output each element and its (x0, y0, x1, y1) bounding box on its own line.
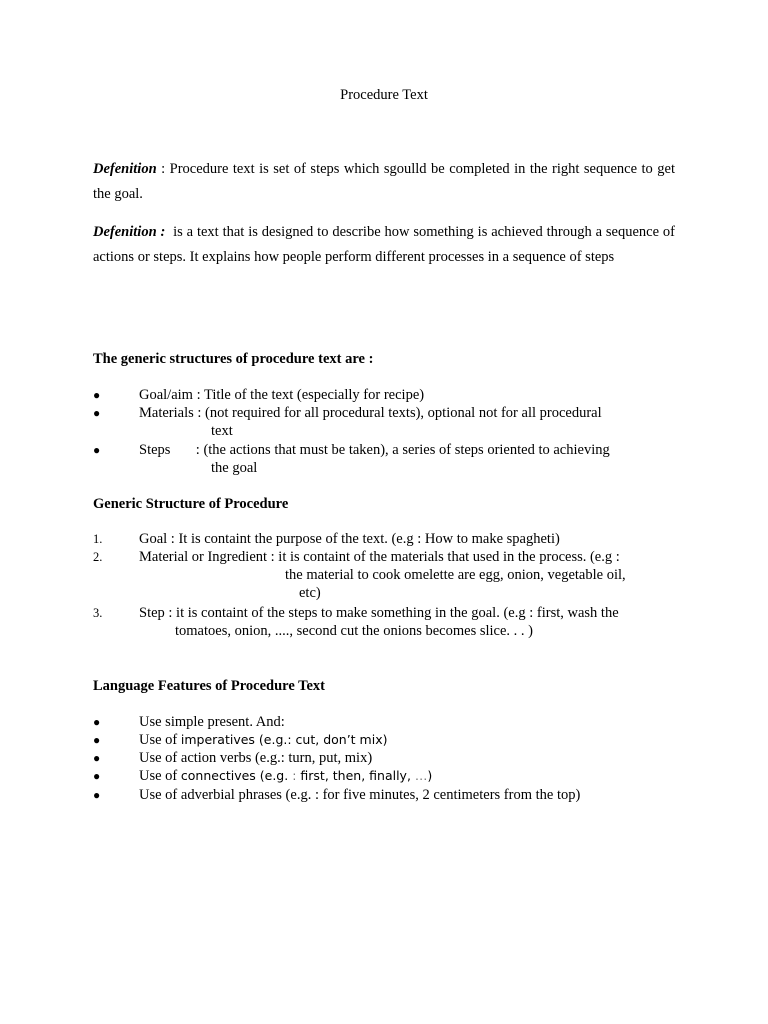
item-number: 2. (93, 550, 103, 564)
item-text-continuation: etc) (299, 585, 321, 601)
item-text-part: imperatives (e.g.: cut, don’t mix) (180, 732, 388, 747)
item-text-part: ) (427, 768, 433, 783)
item-text: Step : it is containt of the steps to make something in the goal. (e.g : first, wash the (139, 605, 619, 621)
section-heading-generic-structure-procedure: Generic Structure of Procedure (93, 496, 289, 512)
definition-1: Defenition : Procedure text is set of steps which sgoulld be completed in the right sequence to get the goal. (93, 161, 675, 202)
item-text (139, 767, 432, 785)
item-text (139, 713, 285, 731)
item-text: Materials : (not required for all procedural texts), optional not for all procedural (139, 405, 602, 421)
bullet-icon: ● (93, 769, 101, 783)
item-text-part: first, then, finally, (300, 768, 415, 783)
item-text (139, 731, 387, 749)
item-text-part: Use of action verbs (e.g.: turn, put, mix) (139, 750, 373, 766)
item-text (139, 749, 372, 767)
item-text: Goal/aim : Title of the text (especially for recipe) (139, 387, 425, 403)
definition-2 (93, 220, 675, 270)
bullet-icon: ● (93, 715, 101, 729)
section-heading-language-features: Language Features of Procedure Text (93, 678, 325, 694)
definition-term: Defenition (93, 161, 157, 177)
document-title: Procedure Text (340, 87, 428, 103)
definition-term: Defenition : (93, 224, 166, 240)
item-text-continuation: tomatoes, onion, ...., second cut the onions becomes slice. . . ) (175, 623, 533, 639)
bullet-icon: ● (93, 751, 101, 765)
bullet-icon: ● (93, 788, 101, 802)
item-text-part: Use of adverbial phrases (e.g. : for five minutes, 2 centimeters from the top) (139, 787, 581, 803)
item-text (139, 786, 580, 804)
item-text-part: Use of (139, 768, 181, 784)
definition-text: Procedure text is set of steps which sgoulld be completed in the right sequence to get the goal. (93, 161, 675, 202)
definition-text: is a text that is designed to describe how something is achieved through a sequence of actions or steps. It explains how people perform different processes in a sequence of steps (93, 224, 676, 265)
bullet-icon: ● (93, 388, 101, 402)
item-text-part: … (414, 768, 428, 783)
item-text: Material or Ingredient : it is containt of the materials that used in the process. (e.g : (139, 549, 620, 565)
item-text-continuation: the material to cook omelette are egg, onion, vegetable oil, (285, 567, 626, 583)
item-text: Steps : (the actions that must be taken), a series of steps oriented to achieving (139, 442, 610, 458)
item-text-part: Use of (139, 732, 181, 748)
item-text-continuation: text (211, 423, 233, 439)
item-text: Goal : It is containt the purpose of the text. (e.g : How to make spagheti) (139, 531, 560, 547)
bullet-icon: ● (93, 443, 101, 457)
item-number: 1. (93, 532, 103, 546)
item-text-continuation: the goal (211, 460, 258, 476)
item-number: 3. (93, 606, 103, 620)
item-text-part: : (292, 768, 301, 783)
bullet-icon: ● (93, 406, 101, 420)
item-text-part: Use simple present. And: (139, 714, 285, 730)
bullet-icon: ● (93, 733, 101, 747)
section-heading-generic-structures: The generic structures of procedure text are : (93, 351, 374, 367)
item-text-part: connectives (e.g. (180, 768, 293, 783)
